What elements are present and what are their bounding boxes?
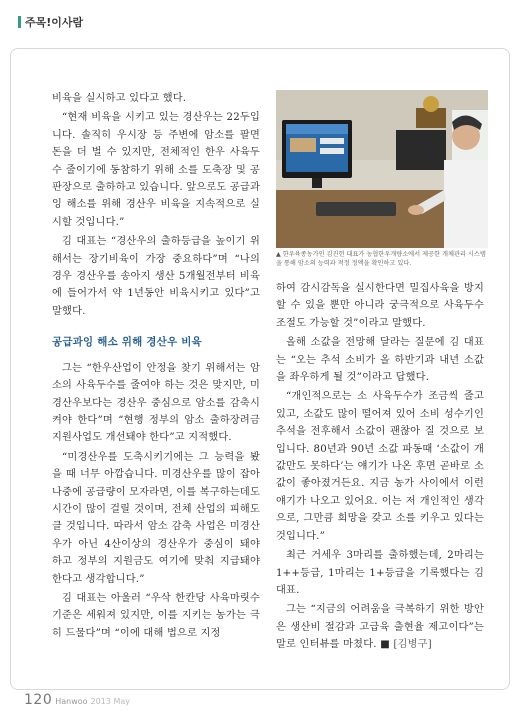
article-photo bbox=[276, 90, 488, 248]
paragraph: “미경산우를 도축시키기에는 그 능력을 봤을 때 너무 아깝습니다. 미경산우를 많이 잡아 나중에 공급량이 모자라면, 이를 복구하는데도 시간이 많이 걸릴 것이며, 전체 산업의 피해도 클 것입니다. 따라서 암소 감축 사업은 미경산우가 아닌 4산이상의 경산우가 중심이 돼야 하고 정부의 지원금도 여기에 맞춰 지급돼야 한다고 생각합니다.” bbox=[52, 451, 260, 585]
paragraph: “현재 비육을 시키고 있는 경산우는 22두입니다. 솔직히 우시장 등 주변에 암소를 팔면 돈을 더 벌 수 있지만, 전체적인 한우 사육두수 줄이기에 동참하기 위해 소를 도축장 및 공판장으로 출하하고 있습니다. 앞으로도 공급과잉 해소를 위해 경산우 비육을 지속적으로 실시할 것입니다.” bbox=[52, 112, 260, 228]
photo-illustration bbox=[276, 90, 488, 248]
magazine-name: Hanwoo bbox=[55, 697, 88, 706]
paragraph: 올해 소값을 전망해 달라는 질문에 김 대표는 “오는 추석 소비가 올 하반기과 내년 소값을 좌우하게 될 것”이라고 답했다. bbox=[276, 337, 484, 384]
subheading: 공급과잉 해소 위해 경산우 비육 bbox=[52, 336, 202, 349]
paragraph: 하여 감시감독을 실시한다면 밀집사육을 방지할 수 있을 뿐만 아니라 궁극적으로 사육두수 조절도 가능할 것”이라고 말했다. bbox=[276, 283, 484, 329]
paragraph: 김 대표는 “경산우의 출하등급을 높이기 위해서는 장기비육이 가장 중요하다”며 “나의 경우 경산우를 송아지 생산 5개월전부터 비육에 들어가서 약 1년동안 비육시키고 있다”고 말했다. bbox=[52, 236, 260, 317]
section-tag bbox=[18, 14, 83, 30]
page-footer bbox=[24, 692, 130, 708]
author-signature: [김병구] bbox=[393, 639, 432, 651]
left-column bbox=[52, 90, 260, 644]
issue-date: 2013 May bbox=[90, 697, 131, 706]
photo-caption: ▲ 한우육종농가인 김진헌 대표가 농협한우개량소에서 제공한 개체관리 시스템을 통해 암소의 능력과 적정 정액을 확인하고 있다. bbox=[276, 251, 486, 267]
closing-text: 그는 “지금의 어려움을 극복하기 위한 방안은 생산비 절감과 고급육 출현율 제고이다”는 말로 인터뷰를 마쳤다. bbox=[276, 604, 484, 651]
paragraph-closing bbox=[276, 601, 484, 653]
right-column bbox=[276, 280, 484, 656]
paragraph: “개인적으로는 소 사육두수가 조금씩 줄고 있고, 소값도 많이 떨어져 있어 소비 성수기인 추석을 전후해서 소값이 괜찮아 질 것으로 보입니다. 80년과 90년 소값 파동때 ‘소값이 개값만도 못하다’는 얘기가 나온 후면 곧바로 소값이 좋아졌거든요. 지금 농가 사이에서 이런 얘기가 나오고 있어요. 이는 저 개인적인 생각으로, 그만큼 희망을 갖고 소를 키우고 있다는 것입니다.” bbox=[276, 391, 484, 542]
section-accent-bar bbox=[18, 16, 21, 28]
paragraph: 그는 “한우산업이 안정을 찾기 위해서는 암소의 사육두수를 줄여야 하는 것은 맞지만, 미경산우보다는 경산우 중심으로 암소를 감축시켜야 한다”며 “현행 정부의 암소 출하장려금 지원사업도 개선돼야 한다”고 지적했다. bbox=[52, 362, 260, 444]
end-mark: ■ bbox=[380, 639, 390, 651]
paragraph: 최근 거세우 3마리를 출하했는데, 2마리는 1++등급, 1마리는 1+등급을 기록했다는 김 대표. bbox=[276, 550, 484, 596]
section-label: 주목!이사람 bbox=[25, 16, 84, 29]
page-number: 120 bbox=[24, 692, 53, 708]
paragraph: 김 대표는 아울러 “우삭 한칸당 사육마릿수 기준은 세워져 있지만, 이를 지키는 농가는 극히 드물다”며 “이에 대해 법으로 지정 bbox=[52, 592, 260, 639]
paragraph: 비육을 실시하고 있다고 했다. bbox=[52, 93, 187, 104]
